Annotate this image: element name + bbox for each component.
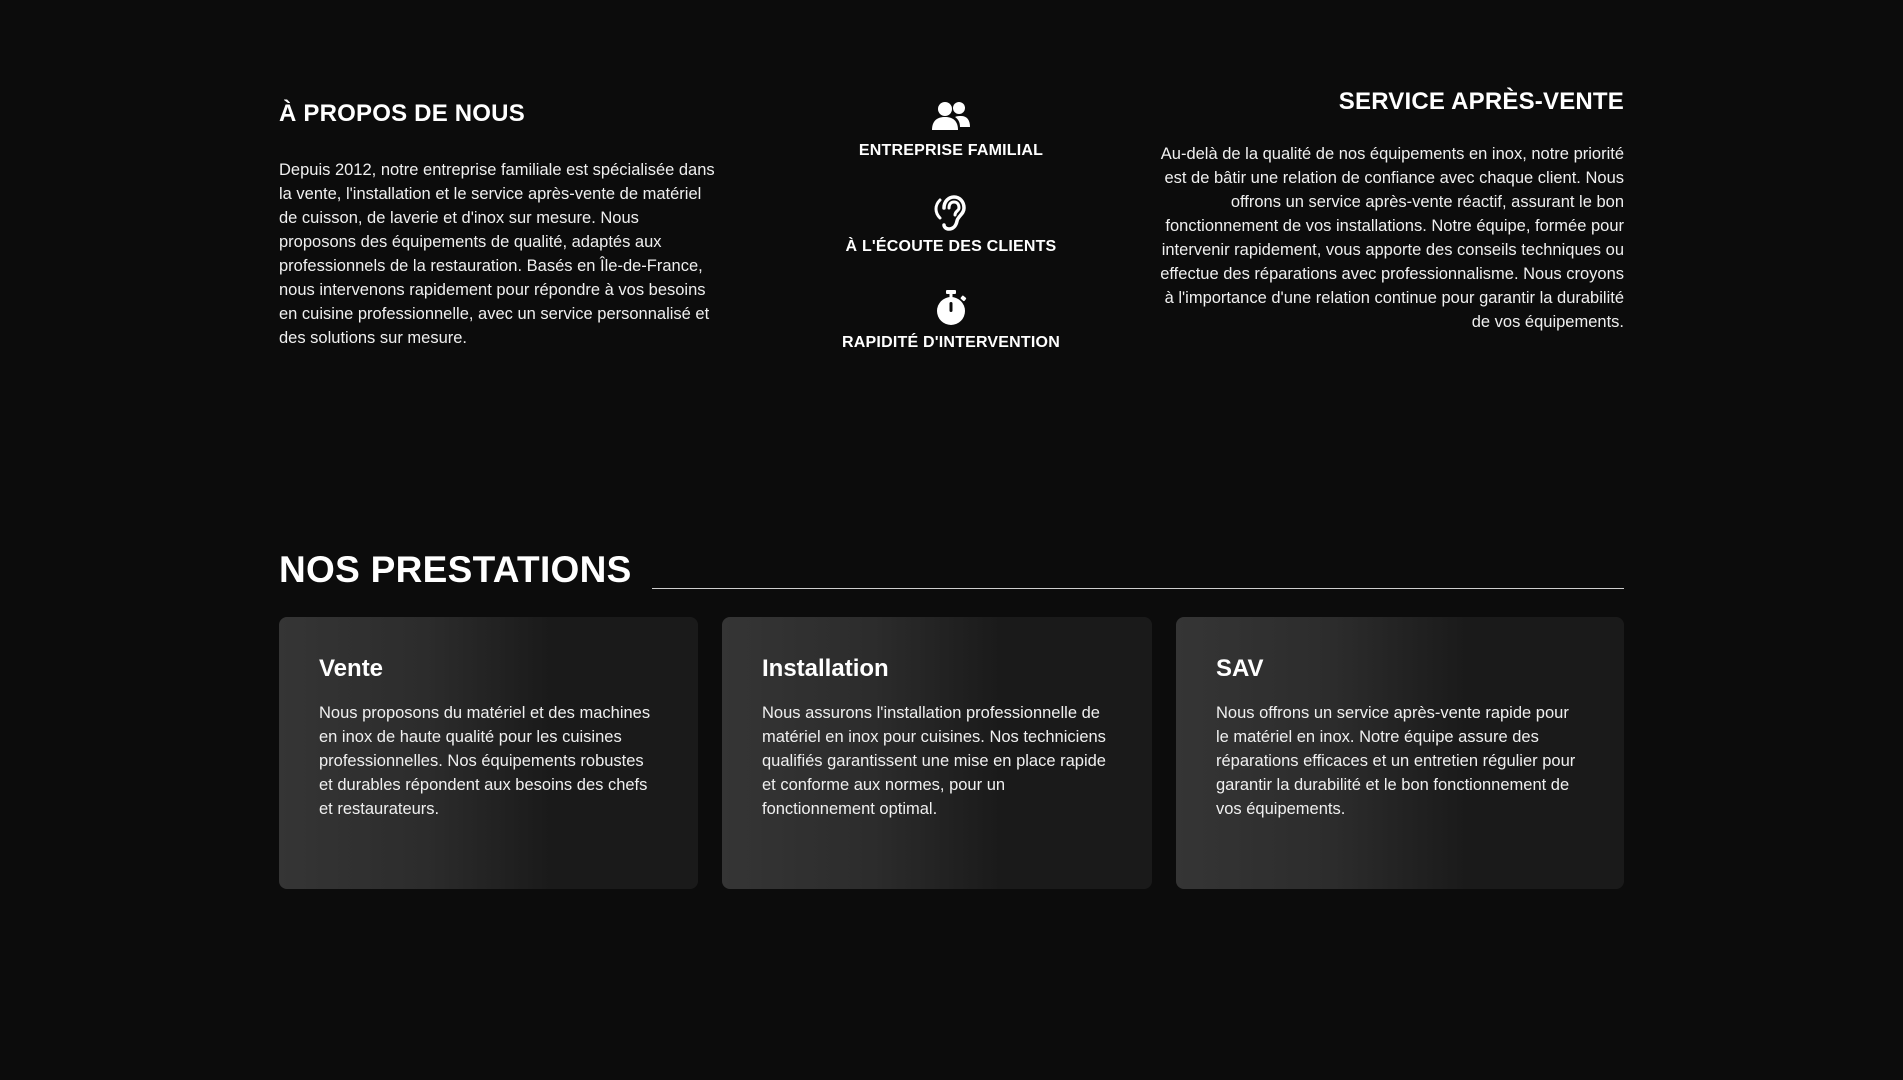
card-title: SAV: [1216, 655, 1264, 682]
service-card-vente[interactable]: [279, 617, 698, 889]
card-text: Nous assurons l'installation professionnelle de matériel en inox pour cuisines. Nos techniciens qualifiés garantissent une mise en place rapide et conforme aux normes, pour un fonctionnement optimal.: [762, 704, 1106, 818]
feature-label: ENTREPRISE FAMILIAL: [858, 142, 1044, 159]
feature-label: RAPIDITÉ D'INTERVENTION: [842, 334, 1060, 351]
stopwatch-icon: [929, 288, 973, 328]
feature-label: À L'ÉCOUTE DES CLIENTS: [845, 238, 1057, 255]
card-text: Nous offrons un service après-vente rapide pour le matériel en inox. Notre équipe assure des réparations efficaces et un entretien régulier pour garantir la durabilité et le bon fonctionnement de vos équipements.: [1216, 704, 1576, 818]
after-sales-section: [1154, 88, 1624, 334]
feature-fast-intervention: [810, 288, 1092, 384]
after-sales-title: SERVICE APRÈS-VENTE: [1338, 88, 1624, 115]
service-card-installation[interactable]: [722, 617, 1152, 889]
feature-family-business: [810, 96, 1092, 192]
about-section: [279, 100, 719, 350]
features-list: [810, 96, 1092, 384]
card-title: Vente: [319, 655, 384, 682]
users-icon: [929, 96, 973, 136]
card-text: Nous proposons du matériel et des machines en inox de haute qualité pour les cuisines professionnelles. Nos équipements robustes et durables répondent aux besoins des chefs et restaurateurs.: [319, 704, 651, 818]
services-cards: [279, 617, 1624, 889]
card-title: Installation: [762, 655, 889, 682]
service-card-sav[interactable]: [1176, 617, 1624, 889]
services-title: NOS PRESTATIONS: [279, 549, 632, 590]
about-title: À PROPOS DE NOUS: [279, 100, 525, 127]
about-text: Depuis 2012, notre entreprise familiale est spécialisée dans la vente, l'installation et le service après-vente de matériel de cuisson, de laverie et d'inox sur mesure. Nous proposons des équipements de qualité, adaptés aux professionnels de la restauration. Basés en Île-de-France, nous intervenons rapidement pour répondre à vos besoins en cuisine professionnelle, avec un service personnalisé et des solutions sur mesure.: [279, 161, 715, 347]
services-header: [279, 549, 1624, 591]
divider: [652, 588, 1624, 589]
feature-listening: [810, 192, 1092, 288]
ear-listen-icon: [929, 192, 973, 232]
after-sales-text: Au-delà de la qualité de nos équipements en inox, notre priorité est de bâtir une relation de confiance avec chaque client. Nous offrons un service après-vente réactif, assurant le bon fonctionnement de vos installations. Notre équipe, formée pour intervenir rapidement, vous apporte des conseils techniques ou effectue des réparations avec professionnalisme. Nous croyons à l'importance d'une relation continue pour garantir la durabilité de vos équipements.: [1160, 145, 1624, 331]
